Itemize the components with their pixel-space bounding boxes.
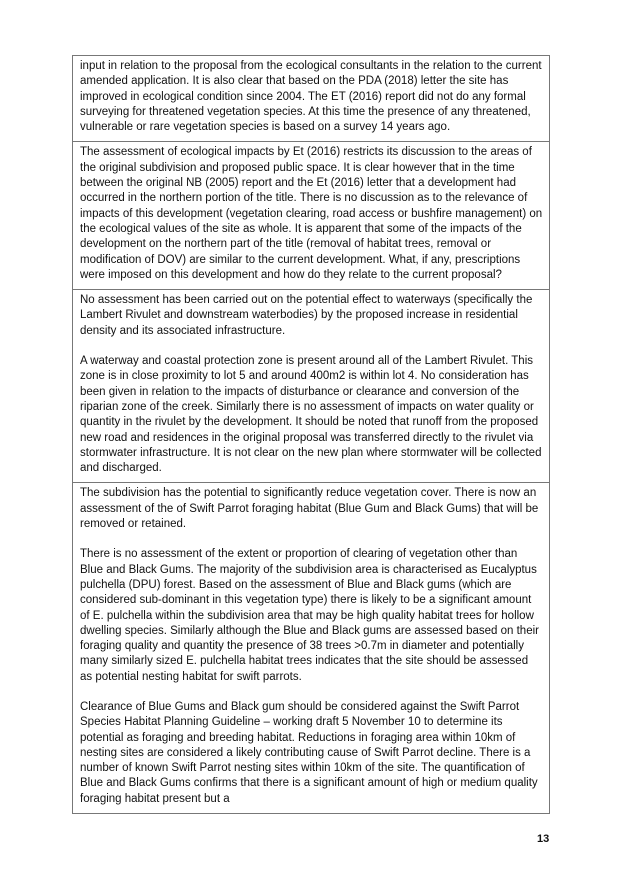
paragraph: The subdivision has the potential to significantly reduce vegetation cover. There is now an assessment of the of Swift Parrot foraging habitat (Blue Gum and Black Gums) that will be removed or retained. <box>80 487 539 531</box>
paragraph: There is no assessment of the extent or proportion of clearing of vegetation other than Blue and Black Gums. The majority of the subdivision area is characterised as Eucalyptus pulchella (DPU) forest. Based on the assessment of Blue and Black gums (which are considered sub-dominant in this vegetation type) there is likely to be a significant amount of E. pulchella within the subdivision area that may be high quality habitat trees for hollow dwelling species. Similarly although the Blue and Black gums are assessed based on their foraging quality and quantity the presence of 38 trees >0.7m in diameter and potentially many similarly sized E. pulchella habitat trees indicates that the site should be assessed as potential nesting habitat for swift parrots. <box>80 548 539 683</box>
table-cell <box>72 483 550 814</box>
paragraph: A waterway and coastal protection zone is present around all of the Lambert Rivulet. This zone is in close proximity to lot 5 and around 400m2 is within lot 4. No consideration has been given in relation to the impacts of disturbance or clearance and conversion of the riparian zone of the creek. Similarly there is no assessment of impacts on water quality or quantity in the rivulet by the development. It should be noted that runoff from the proposed new road and residences in the original proposal was transferred directly to the rivulet via stormwater infrastructure. It is not clear on the new plan where stormwater will be collected and discharged. <box>80 355 542 475</box>
paragraph: No assessment has been carried out on the potential effect to waterways (specifically the Lambert Rivulet and downstream waterbodies) by the proposed increase in residential density and its associated infrastructure. <box>80 294 533 337</box>
paragraph: input in relation to the proposal from the ecological consultants in the relation to the current amended application. It is also clear that based on the PDA (2018) letter the site has improved in ecological condition since 2004. The ET (2016) report did not do any formal surveying for threatened vegetation species. At this time the presence of any threatened, vulnerable or rare vegetation species is based on a survey 14 years ago. <box>80 60 542 134</box>
page-number: 13 <box>537 833 550 845</box>
comments-table <box>72 55 550 814</box>
table-cell <box>72 290 550 483</box>
table-cell <box>72 142 550 290</box>
paragraph: Clearance of Blue Gums and Black gum should be considered against the Swift Parrot Species Habitat Planning Guideline – working draft 5 November 10 to determine its potential as foraging and breeding habitat. Reductions in foraging area within 10km of nesting sites are considered a likely contributing cause of Swift Parrot decline. There is a number of known Swift Parrot nesting sites within 10km of the site. The quantification of Blue and Black Gums confirms that there is a significant amount of high or medium quality foraging habitat present but a <box>80 700 538 805</box>
table-cell <box>72 55 550 142</box>
paragraph: The assessment of ecological impacts by Et (2016) restricts its discussion to the areas of the original subdivision and proposed public space. It is clear however that in the time between the original NB (2005) report and the Et (2016) letter that a development had occurred in the northern portion of the title. There is no discussion as to the relevance of impacts of this development (vegetation clearing, road access or bushfire management) on the ecological values of the site as whole. It is apparent that some of the impacts of the development on the northern part of the title (removal of habitat trees, removal or modification of DOV) are similar to the current development. What, if any, prescriptions were imposed on this development and how do they relate to the current proposal? <box>80 146 543 281</box>
